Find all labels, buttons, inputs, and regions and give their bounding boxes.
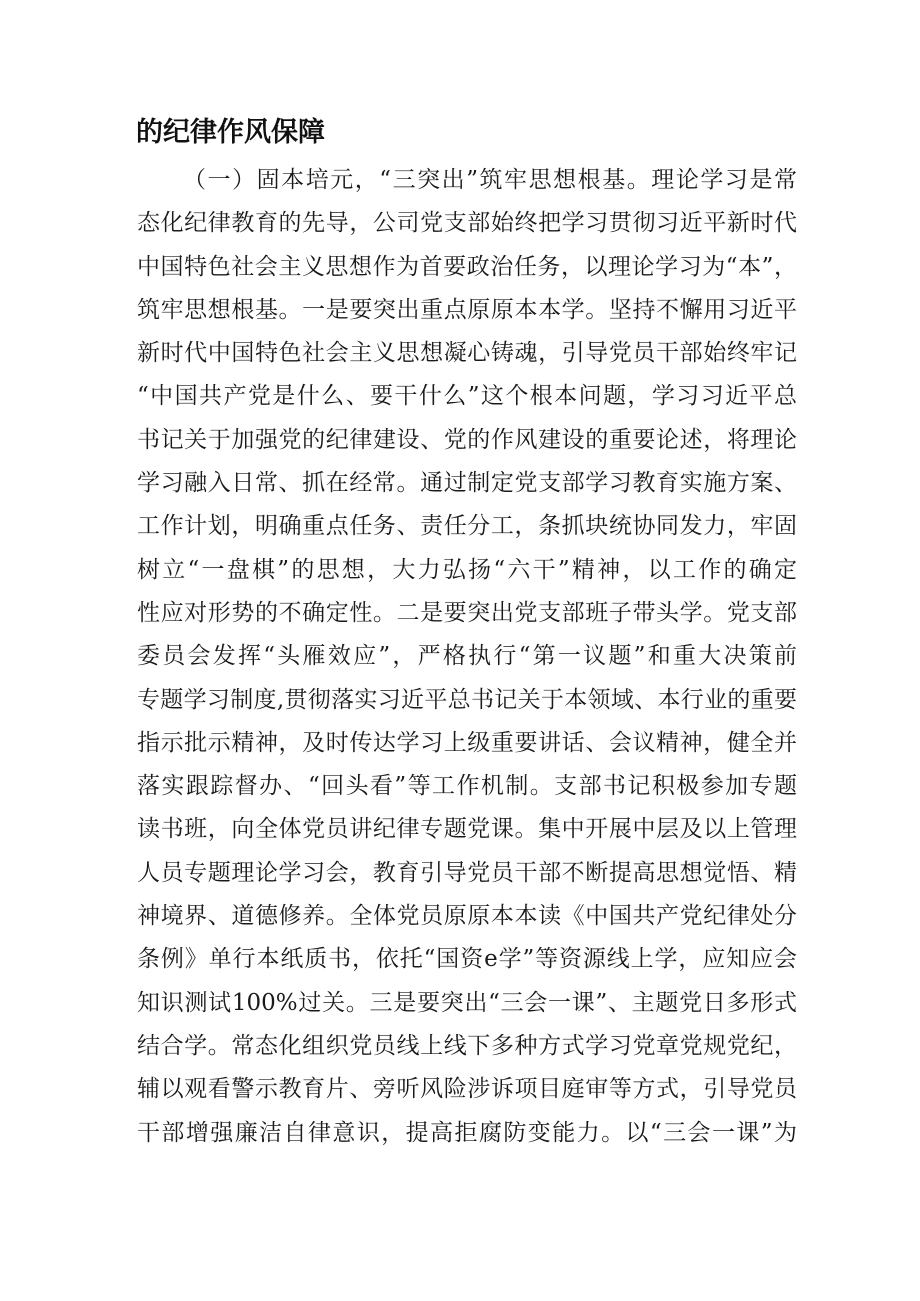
text-line: 书记关于加强党的纪律建设、党的作风建设的重要论述，将理论 [137, 426, 797, 453]
text-line: 树立“一盘棋”的思想，大力弘扬“六干”精神，以工作的确定 [137, 556, 797, 583]
text-line: 专题学习制度,贯彻落实习近平总书记关于本领域、本行业的重要 [137, 686, 797, 713]
text-line: 性应对形势的不确定性。二是要突出党支部班子带头学。党支部 [137, 599, 797, 626]
text-line: 新时代中国特色社会主义思想凝心铸魂，引导党员干部始终牢记 [137, 340, 797, 367]
text-line: 干部增强廉洁自律意识，提高拒腐防变能力。以“三会一课”为 [137, 1119, 797, 1146]
text-line: 落实跟踪督办、“回头看”等工作机制。支部书记积极参加专题 [137, 773, 797, 800]
text-line: 态化纪律教育的先导，公司党支部始终把学习贯彻习近平新时代 [137, 210, 797, 237]
text-line: 条例》单行本纸质书，依托“国资e学”等资源线上学，应知应会 [137, 946, 797, 973]
text-line: “中国共产党是什么、要干什么”这个根本问题，学习习近平总 [137, 383, 797, 410]
text-line: 中国特色社会主义思想作为首要政治任务，以理论学习为“本”， [137, 253, 797, 280]
text-line: 神境界、道德修养。全体党员原原本本读《中国共产党纪律处分 [137, 903, 797, 930]
section-heading: 的纪律作风保障 [136, 117, 325, 148]
text-line: 辅以观看警示教育片、旁听风险涉诉项目庭审等方式，引导党员 [137, 1076, 797, 1103]
text-line: 筑牢思想根基。一是要突出重点原原本本学。坚持不懈用习近平 [137, 296, 797, 323]
text-line: 人员专题理论学习会，教育引导党员干部不断提高思想觉悟、精 [137, 859, 797, 886]
text-line: 结合学。常态化组织党员线上线下多种方式学习党章党规党纪， [137, 1032, 797, 1059]
text-line: 指示批示精神，及时传达学习上级重要讲话、会议精神，健全并 [137, 729, 797, 756]
text-line: 工作计划，明确重点任务、责任分工，条抓块统协同发力，牢固 [137, 513, 797, 540]
text-line: （一）固本培元，“三突出”筑牢思想根基。理论学习是常 [183, 167, 797, 193]
body-text [137, 159, 797, 1155]
text-line: 学习融入日常、抓在经常。通过制定党支部学习教育实施方案、 [137, 470, 797, 497]
text-line: 委员会发挥“头雁效应”，严格执行“第一议题”和重大决策前 [137, 643, 797, 670]
text-line: 读书班，向全体党员讲纪律专题党课。集中开展中层及以上管理 [137, 816, 797, 843]
text-line: 知识测试100%过关。三是要突出“三会一课”、主题党日多形式 [137, 989, 797, 1016]
